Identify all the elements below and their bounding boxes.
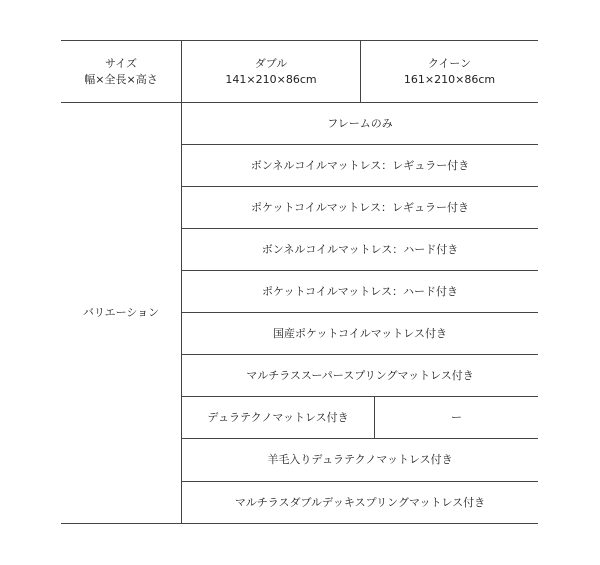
variation-label-cell <box>61 103 181 523</box>
variation-option: フレームのみ <box>327 116 393 130</box>
double-size-cell <box>182 41 360 102</box>
double-name: ダブル <box>254 56 288 70</box>
size-label: サイズ <box>104 56 138 70</box>
size-variation-table <box>61 40 538 524</box>
queen-name: クイーン <box>427 56 472 70</box>
dimensions-label: 幅×全長×高さ <box>84 72 158 86</box>
queen-size-cell <box>361 41 538 102</box>
size-label-cell <box>61 41 181 102</box>
variation-row <box>182 103 538 144</box>
variation-option: マルチラスダブルデッキスプリングマットレス付き <box>234 495 486 509</box>
rule-bottom <box>61 523 538 524</box>
variation-row <box>182 229 538 270</box>
queen-dimensions: 161×210×86cm <box>403 72 496 86</box>
variation-option: 国産ポケットコイルマットレス付き <box>273 326 447 340</box>
variation-row <box>182 482 538 523</box>
variation-row <box>182 145 538 186</box>
variation-row <box>182 313 538 354</box>
variation-option: ポケットコイルマットレス：レギュラー付き <box>251 200 469 214</box>
variation-option: ポケットコイルマットレス：ハード付き <box>262 284 458 298</box>
variation-option: マルチラススーパースプリングマットレス付き <box>246 368 474 382</box>
variation-option: デュラテクノマットレス付き <box>207 410 349 424</box>
variation-option: ボンネルコイルマットレス：ハード付き <box>261 242 459 256</box>
variation-row <box>182 271 538 312</box>
not-available-mark: ー <box>451 410 462 424</box>
variation-option: ボンネルコイルマットレス：レギュラー付き <box>250 158 470 172</box>
variation-option: 羊毛入りデュラテクノマットレス付き <box>267 453 453 466</box>
variation-split-left <box>182 397 374 438</box>
variation-label: バリエーション <box>82 306 160 319</box>
double-dimensions: 141×210×86cm <box>225 72 317 86</box>
variation-split-right <box>375 397 538 438</box>
variation-row <box>182 439 538 481</box>
variation-row <box>182 187 538 228</box>
variation-row <box>182 355 538 396</box>
